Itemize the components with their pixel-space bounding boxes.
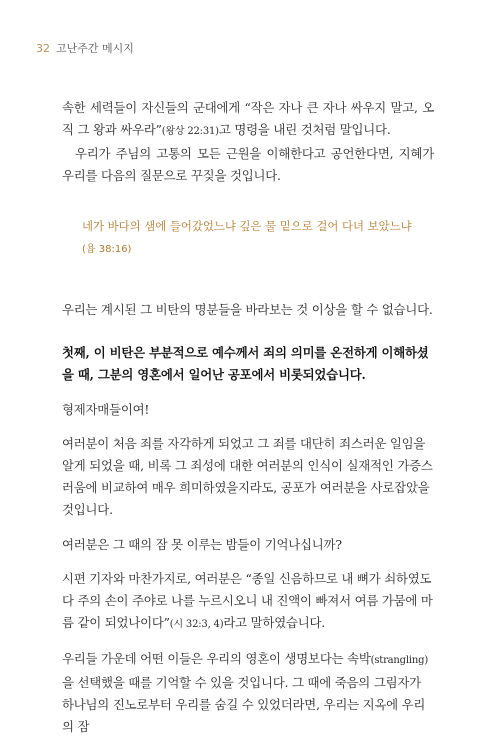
paragraph-text: 고 명령을 내린 것처럼 말입니다. — [218, 122, 391, 137]
paragraph-text: 속한 세력들이 자신들의 군대에게 “작은 자나 큰 자나 싸우지 말고, 오직 그 왕과 싸우라” — [62, 100, 434, 137]
paragraph-text: 시편 기자와 마찬가지로, 여러분은 “종일 신음하므로 내 뼈가 쇠하였도다 주의 손이 주야로 나를 누르시오니 내 진액이 빠져서 여름 가뭄에 마름 같이 되었나이다” — [62, 570, 433, 630]
paragraph — [62, 648, 434, 738]
paragraph-text: 우리들 가운데 어떤 이들은 우리의 영혼이 생명보다는 속박 — [62, 651, 371, 667]
body-text-bottom — [62, 330, 434, 751]
paragraph-text: 라고 말하였습니다. — [223, 614, 326, 630]
scripture-reference: (시 32:3, 4) — [169, 618, 224, 630]
quote-citation: (욥 38:16) — [82, 244, 132, 255]
english-gloss: (strangling) — [370, 655, 429, 667]
body-text-middle — [62, 287, 434, 334]
paragraph — [62, 97, 434, 143]
scripture-reference: (왕상 22:31) — [161, 126, 219, 137]
paragraph: 우리는 계시된 그 비탄의 명분들을 바라보는 것 이상을 할 수 없습니다. — [62, 302, 433, 318]
paragraph-text: 을 선택했을 때를 기억할 수 있을 것입니다. 그 때에 죽음의 그림자가 하나님의 진노로부터 우리를 숨길 수 있었더라면, 우리는 지옥에 우리의 잠 — [62, 675, 426, 735]
page-number: 32 — [36, 42, 50, 55]
paragraph — [62, 568, 434, 636]
paragraph: 여러분은 그 때의 잠 못 이루는 밤들이 기억나십니까? — [62, 536, 342, 552]
paragraph: 우리가 주님의 고통의 모든 근원을 이해한다고 공언한다면, 지혜가 우리를 다음의 질문으로 꾸짖을 것입니다. — [62, 146, 434, 183]
body-text-top — [62, 97, 434, 187]
paragraph: 여러분이 처음 죄를 자각하게 되었고 그 죄를 대단히 죄스러운 일임을 알게 되었을 때, 비록 그 죄성에 대한 여러분의 인식이 실재적인 가증스러움에 비교하여 매우 희미하였을지라도, 공포가 여러분을 사로잡았을 것입니다. — [62, 436, 433, 518]
paragraph: 형제자매들이여! — [62, 401, 150, 417]
running-title: 고난주간 메시지 — [56, 42, 134, 55]
running-header — [36, 40, 134, 56]
bold-paragraph: 첫째, 이 비탄은 부분적으로 예수께서 죄의 의미를 온전하게 이해하셨을 때, 그분의 영혼에서 일어난 공포에서 비롯되었습니다. — [62, 345, 429, 383]
block-quote — [82, 214, 434, 262]
quote-text: 네가 바다의 샘에 들어갔었느냐 깊은 물 밑으로 걸어 다녀 보았느냐 — [82, 219, 412, 233]
